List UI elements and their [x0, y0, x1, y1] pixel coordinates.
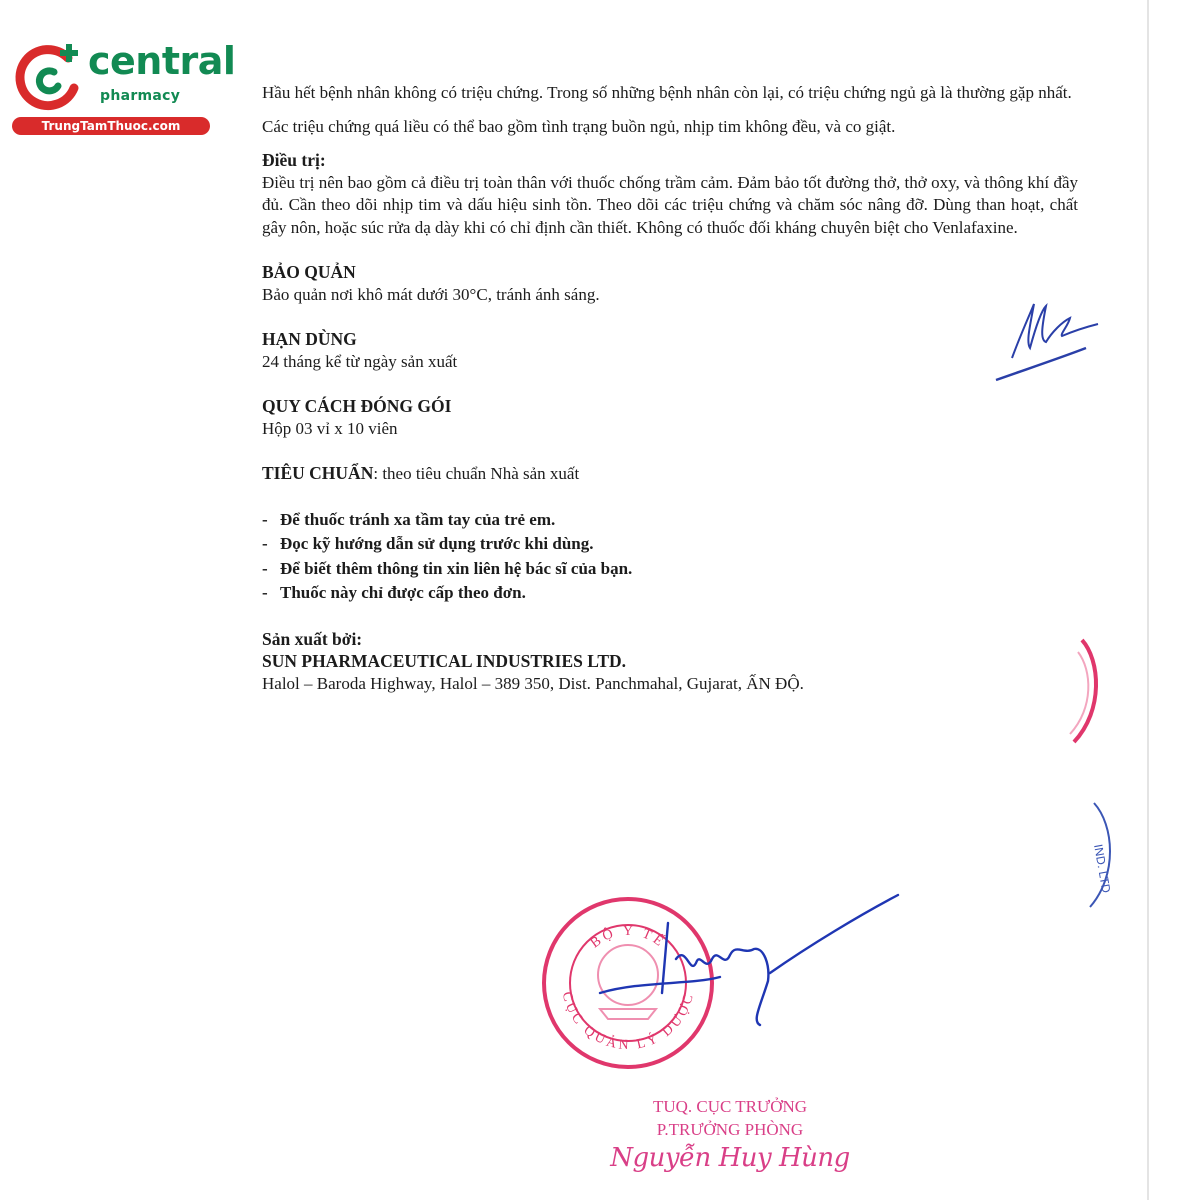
- document-body: [262, 82, 1078, 695]
- official-seal-icon: [540, 885, 910, 1085]
- warning-list: [262, 508, 1078, 606]
- packaging-heading: QUY CÁCH ĐÓNG GÓI: [262, 396, 452, 416]
- storage-text: Bảo quản nơi khô mát dưới 30°C, tránh ánh sáng.: [262, 284, 600, 304]
- logo-mark-icon: [10, 38, 90, 114]
- storage-heading: BẢO QUẢN: [262, 262, 356, 282]
- logo-url[interactable]: TrungTamThuoc.com: [12, 117, 210, 135]
- edge-red-stamp-icon: [1060, 630, 1120, 750]
- central-pharmacy-logo[interactable]: [10, 38, 236, 138]
- initial-signature-icon: [990, 296, 1110, 386]
- seal-bottom-text: CỤC QUẢN LÝ DƯỢC: [558, 990, 698, 1054]
- shelf-life-text: 24 tháng kể từ ngày sản xuất: [262, 351, 458, 371]
- standard-heading: TIÊU CHUẨN: [262, 463, 374, 483]
- edge-stamp-text: IND. LTD: [1091, 843, 1114, 894]
- list-item: - Để thuốc tránh xa tầm tay của trẻ em.: [262, 509, 556, 529]
- manufacturer-address: Halol – Baroda Highway, Halol – 389 350, Dist. Panchmahal, Gujarat, ẤN ĐỘ.: [262, 673, 804, 693]
- standard-line: [262, 462, 1078, 486]
- list-item: - Để biết thêm thông tin xin liên hệ bác sĩ của bạn.: [262, 558, 633, 578]
- manufacturer-label: Sản xuất bởi:: [262, 628, 363, 649]
- page-edge: [1147, 0, 1149, 1200]
- edge-blue-stamp-icon: [1080, 795, 1130, 915]
- standard-text: : theo tiêu chuẩn Nhà sản xuất: [373, 464, 580, 483]
- packaging-text: Hộp 03 vỉ x 10 viên: [262, 418, 398, 438]
- seal-title-1: TUQ. CỤC TRƯỞNG: [652, 1097, 808, 1116]
- seal-signer-name: Nguyễn Huy Hùng: [610, 1143, 850, 1173]
- overdose-paragraph-1: Hầu hết bệnh nhân không có triệu chứng. Trong số những bệnh nhân còn lại, có triệu chứng ngủ gà là thường gặp nhất.: [262, 83, 1072, 102]
- manufacturer-name: SUN PHARMACEUTICAL INDUSTRIES LTD.: [262, 651, 627, 671]
- overdose-paragraph-2: Các triệu chứng quá liều có thể bao gồm tình trạng buồn ngủ, nhịp tim không đều, và co giật.: [262, 116, 896, 136]
- svg-text:BỘ Y TẾ: [588, 924, 669, 952]
- seal-signatory: [600, 1095, 860, 1175]
- seal-top-text: BỘ Y TẾ: [587, 923, 669, 952]
- svg-text:CỤC QUẢN LÝ DƯỢC: [559, 990, 698, 1053]
- logo-sub: pharmacy: [100, 88, 181, 104]
- logo-brand: central: [88, 39, 236, 83]
- seal-title-2: P.TRƯỞNG PHÒNG: [656, 1120, 804, 1139]
- shelf-life-heading: HẠN DÙNG: [262, 329, 357, 349]
- list-item: - Thuốc này chỉ được cấp theo đơn.: [262, 583, 526, 602]
- treatment-text: Điều trị nên bao gồm cả điều trị toàn thân với thuốc chống trầm cảm. Đảm bảo tốt đường thở, thở oxy, và thông khí đầy đủ. Cần theo dõi nhịp tim và dấu hiệu sinh tồn. Theo dõi các triệu chứng và chăm sóc nâng đỡ. Dùng than hoạt, chất gây nôn, hoặc súc rửa dạ dày khi có chỉ định cần thiết. Không có thuốc đối kháng chuyên biệt cho Venlafaxine.: [262, 172, 1078, 237]
- list-item: - Đọc kỹ hướng dẫn sử dụng trước khi dùng.: [262, 534, 594, 553]
- treatment-heading: Điều trị:: [262, 150, 326, 170]
